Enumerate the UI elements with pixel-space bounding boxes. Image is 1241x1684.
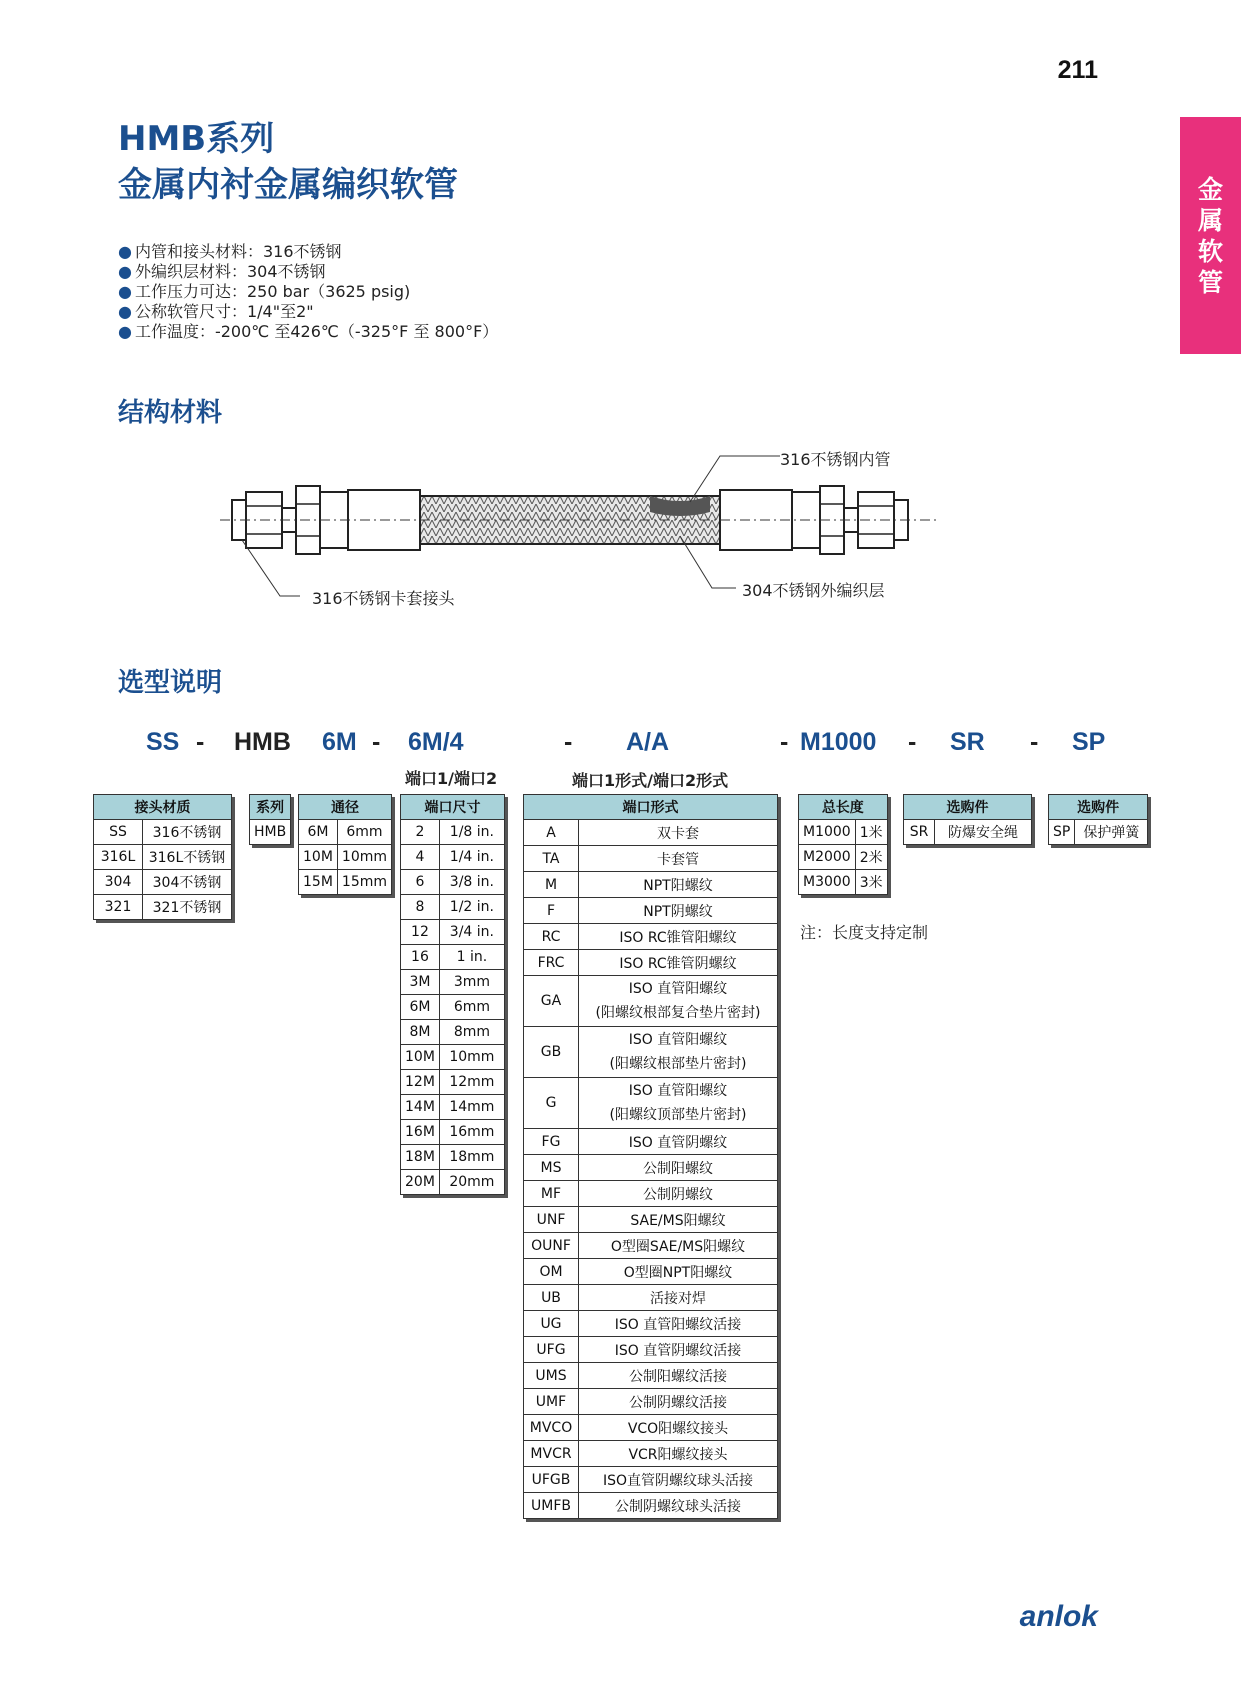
cell-desc: 保护弹簧 — [1075, 820, 1148, 845]
cell-code: UMF — [524, 1389, 579, 1415]
cell-desc: 2米 — [855, 845, 887, 870]
table-header: 端口形式 — [524, 795, 778, 820]
table-row — [524, 1129, 778, 1155]
cell-code: F — [524, 898, 579, 924]
series-table — [249, 794, 291, 845]
cell-code: 20M — [401, 1170, 440, 1195]
table-header: 选购件 — [904, 795, 1032, 820]
cell-code: OM — [524, 1259, 579, 1285]
cell-desc: ISO 直管阴螺纹 — [579, 1129, 778, 1155]
cell-code: TA — [524, 846, 579, 872]
section-heading-selection: 选型说明 — [118, 668, 223, 698]
table-row — [524, 1311, 778, 1337]
table-row — [401, 970, 505, 995]
table-row — [524, 1207, 778, 1233]
table-row — [401, 870, 505, 895]
table-row — [299, 870, 392, 895]
feature-item: ● 内管和接头材料：316不锈钢 — [118, 242, 498, 262]
side-tab-char: 软 — [1197, 236, 1223, 266]
cell-desc: 公制阳螺纹 — [579, 1155, 778, 1181]
table-row — [524, 872, 778, 898]
feature-item: ● 外编织层材料：304不锈钢 — [118, 262, 498, 282]
cell-desc: 15mm — [337, 870, 391, 895]
cell-code: 15M — [299, 870, 338, 895]
table-row — [524, 1389, 778, 1415]
code-port-size: 6M/4 — [408, 728, 464, 756]
cell-code: UFG — [524, 1337, 579, 1363]
cell-desc: 6mm — [337, 820, 391, 845]
cell-desc: VCO阳螺纹接头 — [579, 1415, 778, 1441]
cell-code: 18M — [401, 1145, 440, 1170]
code-dash: - — [372, 728, 381, 756]
table-row — [401, 1045, 505, 1070]
table-row — [401, 1020, 505, 1045]
cell-code: UB — [524, 1285, 579, 1311]
option-sr-table — [903, 794, 1032, 845]
cell-desc: 公制阴螺纹活接 — [579, 1389, 778, 1415]
side-tab-char: 管 — [1197, 267, 1223, 297]
cell-desc: ISO 直管阳螺纹 — [628, 981, 728, 997]
cell-desc: 316L不锈钢 — [143, 845, 232, 870]
cell-code: 16 — [401, 945, 440, 970]
cell-code: UMS — [524, 1363, 579, 1389]
table-row — [299, 845, 392, 870]
cell-code: 12M — [401, 1070, 440, 1095]
cell-desc: 公制阳螺纹活接 — [579, 1363, 778, 1389]
port-form-table — [523, 794, 778, 1519]
cell-desc: ISO 直管阳螺纹 — [628, 1083, 728, 1099]
cell-desc: 316不锈钢 — [143, 820, 232, 845]
cell-desc: O型圈SAE/MS阳螺纹 — [579, 1233, 778, 1259]
table-row — [524, 950, 778, 976]
code-port-form: A/A — [626, 728, 670, 756]
table-row — [799, 870, 888, 895]
cell-code: SR — [904, 820, 935, 845]
cell-desc-note: (阳螺纹根部复合垫片密封) — [595, 1005, 761, 1021]
table-header: 总长度 — [799, 795, 888, 820]
cell-desc: 防爆安全绳 — [935, 820, 1032, 845]
table-row — [250, 820, 291, 845]
table-row — [524, 898, 778, 924]
code-bore: 6M — [322, 728, 357, 756]
table-row — [524, 1285, 778, 1311]
cell-code: UG — [524, 1311, 579, 1337]
table-row — [524, 1467, 778, 1493]
callout-fitting: 316不锈钢卡套接头 — [312, 589, 455, 608]
feature-list — [118, 242, 498, 342]
section-heading-structure: 结构材料 — [118, 398, 223, 428]
cell-desc: 1 in. — [439, 945, 504, 970]
cell-code: SP — [1049, 820, 1075, 845]
cell-code: G — [524, 1078, 579, 1129]
table-header: 系列 — [250, 795, 291, 820]
table-row — [94, 845, 232, 870]
table-row — [1049, 820, 1148, 845]
material-table — [93, 794, 232, 920]
length-table — [798, 794, 888, 895]
table-row — [799, 820, 888, 845]
table-header: 接头材质 — [94, 795, 232, 820]
cell-code: GA — [524, 976, 579, 1027]
cell-desc: 公制阴螺纹球头活接 — [579, 1493, 778, 1519]
cell-code: UMFB — [524, 1493, 579, 1519]
cell-desc: NPT阳螺纹 — [579, 872, 778, 898]
table-row — [401, 845, 505, 870]
cell-code: 12 — [401, 920, 440, 945]
table-header: 端口尺寸 — [401, 795, 505, 820]
table-row — [94, 820, 232, 845]
table-header: 选购件 — [1049, 795, 1148, 820]
cell-desc: 公制阴螺纹 — [579, 1181, 778, 1207]
table-row — [401, 820, 505, 845]
feature-item: ● 公称软管尺寸：1/4"至2" — [118, 302, 498, 322]
table-row — [401, 1120, 505, 1145]
cell-code: UNF — [524, 1207, 579, 1233]
cell-code: M3000 — [799, 870, 856, 895]
cell-code: M — [524, 872, 579, 898]
table-row — [524, 1078, 778, 1129]
table-row — [401, 1170, 505, 1195]
cell-desc: 3米 — [855, 870, 887, 895]
cell-desc: 6mm — [439, 995, 504, 1020]
cell-desc: 321不锈钢 — [143, 895, 232, 920]
cell-desc: 1/4 in. — [439, 845, 504, 870]
table-row — [524, 1337, 778, 1363]
table-row — [401, 895, 505, 920]
cell-desc: 3mm — [439, 970, 504, 995]
code-dash: - — [564, 728, 573, 756]
cell-desc: ISO 直管阳螺纹 — [628, 1032, 728, 1048]
table-row — [524, 820, 778, 846]
table-row — [524, 1441, 778, 1467]
side-tab-char: 金 — [1197, 174, 1223, 204]
cell-desc: 12mm — [439, 1070, 504, 1095]
table-row — [904, 820, 1032, 845]
cell-desc: ISO RC锥管阴螺纹 — [579, 950, 778, 976]
cell-code: A — [524, 820, 579, 846]
order-code — [0, 728, 1241, 762]
cell-code: 4 — [401, 845, 440, 870]
table-row — [524, 1027, 778, 1078]
cell-desc: ISO RC锥管阳螺纹 — [579, 924, 778, 950]
table-row — [524, 924, 778, 950]
page-number: 211 — [1057, 56, 1098, 84]
cell-desc: 8mm — [439, 1020, 504, 1045]
cell-desc: 14mm — [439, 1095, 504, 1120]
cell-desc: 304不锈钢 — [143, 870, 232, 895]
cell-code: 8M — [401, 1020, 440, 1045]
cell-code: 2 — [401, 820, 440, 845]
cell-desc: VCR阳螺纹接头 — [579, 1441, 778, 1467]
cell-code: M1000 — [799, 820, 856, 845]
cell-desc-note: (阳螺纹根部垫片密封) — [609, 1056, 747, 1072]
cell-desc: 18mm — [439, 1145, 504, 1170]
table-header: 通径 — [299, 795, 392, 820]
cell-code: 14M — [401, 1095, 440, 1120]
cell-desc: 10mm — [337, 845, 391, 870]
cell-code: 10M — [299, 845, 338, 870]
cell-code: 304 — [94, 870, 143, 895]
cell-code: MF — [524, 1181, 579, 1207]
callout-inner-tube: 316不锈钢内管 — [780, 450, 891, 469]
cell-code: FRC — [524, 950, 579, 976]
code-dash: - — [908, 728, 917, 756]
cell-code: 6M — [401, 995, 440, 1020]
table-row — [799, 845, 888, 870]
cell-code: MVCO — [524, 1415, 579, 1441]
cell-code: GB — [524, 1027, 579, 1078]
table-row — [524, 1181, 778, 1207]
bore-table — [298, 794, 392, 895]
code-dash: - — [196, 728, 205, 756]
table-row — [524, 846, 778, 872]
cell-code: M2000 — [799, 845, 856, 870]
cell-desc: 1/2 in. — [439, 895, 504, 920]
cell-code: SS — [94, 820, 143, 845]
cell-desc: 3/8 in. — [439, 870, 504, 895]
cell-desc: ISO 直管阴螺纹活接 — [579, 1337, 778, 1363]
code-subtitle-ports: 端口1/端口2 — [405, 769, 498, 788]
cell-desc: SAE/MS阳螺纹 — [579, 1207, 778, 1233]
page-title-line1: HMB系列 — [118, 119, 275, 159]
cell-code: 6M — [299, 820, 338, 845]
feature-item: ● 工作温度：-200℃ 至426℃（-325°F 至 800°F） — [118, 322, 498, 342]
table-row — [524, 1363, 778, 1389]
table-row — [401, 1070, 505, 1095]
cell-code: 10M — [401, 1045, 440, 1070]
table-row — [524, 1493, 778, 1519]
option-sp-table — [1048, 794, 1148, 845]
cell-code: 321 — [94, 895, 143, 920]
cell-code: RC — [524, 924, 579, 950]
cell-code: OUNF — [524, 1233, 579, 1259]
code-subtitle-forms: 端口1形式/端口2形式 — [572, 771, 729, 790]
table-row — [299, 820, 392, 845]
table-row — [401, 995, 505, 1020]
code-length: M1000 — [800, 728, 877, 756]
table-row — [401, 1095, 505, 1120]
cell-desc: 1/8 in. — [439, 820, 504, 845]
table-row — [524, 1415, 778, 1441]
cell-desc: 16mm — [439, 1120, 504, 1145]
brand-logo: anlok — [1019, 1600, 1098, 1633]
feature-item: ● 工作压力可达：250 bar（3625 psig) — [118, 282, 498, 302]
table-row — [94, 870, 232, 895]
table-row — [524, 1155, 778, 1181]
cell-desc: NPT阴螺纹 — [579, 898, 778, 924]
cell-code: 16M — [401, 1120, 440, 1145]
cell-desc: 10mm — [439, 1045, 504, 1070]
callout-braid: 304不锈钢外编织层 — [742, 581, 885, 600]
code-ss: SS — [146, 728, 180, 756]
port-size-table — [400, 794, 505, 1195]
length-note: 注：长度支持定制 — [800, 923, 929, 942]
cell-desc: 20mm — [439, 1170, 504, 1195]
cell-desc: ISO直管阴螺纹球头活接 — [579, 1467, 778, 1493]
table-row — [524, 976, 778, 1027]
cell-code: MVCR — [524, 1441, 579, 1467]
cell-code: UFGB — [524, 1467, 579, 1493]
cell-desc: 1米 — [855, 820, 887, 845]
cell-desc: 双卡套 — [579, 820, 778, 846]
side-tab — [1180, 117, 1241, 354]
code-dash: - — [780, 728, 789, 756]
cell-code: HMB — [250, 820, 291, 845]
cell-code: FG — [524, 1129, 579, 1155]
cell-code: 6 — [401, 870, 440, 895]
code-hmb: HMB — [234, 728, 291, 756]
cell-desc: 3/4 in. — [439, 920, 504, 945]
cell-desc-note: (阳螺纹顶部垫片密封) — [609, 1107, 747, 1123]
cell-code: MS — [524, 1155, 579, 1181]
table-row — [401, 1145, 505, 1170]
code-option-sr: SR — [950, 728, 985, 756]
cell-code: 8 — [401, 895, 440, 920]
side-tab-char: 属 — [1197, 205, 1223, 235]
cell-desc: 卡套管 — [579, 846, 778, 872]
table-row — [524, 1259, 778, 1285]
page-title-line2: 金属内衬金属编织软管 — [118, 165, 458, 205]
table-row — [401, 945, 505, 970]
cell-code: 3M — [401, 970, 440, 995]
cell-desc: 活接对焊 — [579, 1285, 778, 1311]
cell-desc: O型圈NPT阳螺纹 — [579, 1259, 778, 1285]
table-row — [94, 895, 232, 920]
code-dash: - — [1030, 728, 1039, 756]
cell-desc: ISO 直管阳螺纹活接 — [579, 1311, 778, 1337]
code-option-sp: SP — [1072, 728, 1106, 756]
table-row — [401, 920, 505, 945]
cell-code: 316L — [94, 845, 143, 870]
table-row — [524, 1233, 778, 1259]
